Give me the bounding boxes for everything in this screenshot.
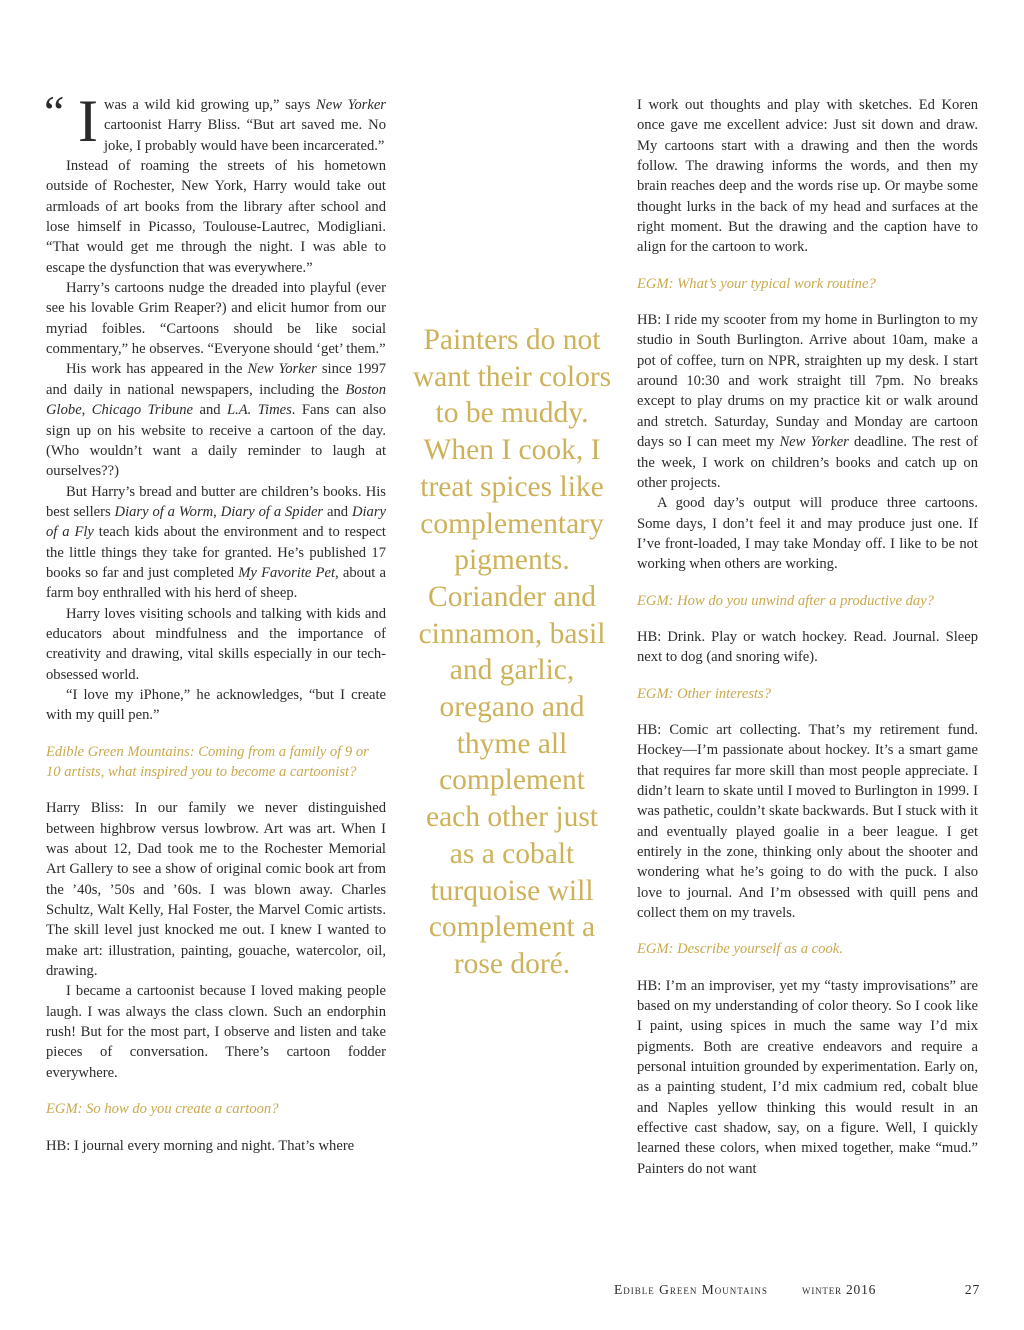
interview-question: EGM: So how do you create a cartoon? [46,1101,279,1118]
interview-question: EGM: How do you unwind after a productive day? [637,592,934,609]
page-number: 27 [964,1282,980,1297]
interview-answer: I work out thoughts and play with sketches. Ed Koren once gave me excellent advice: Just sit down and draw. My cartoons start with a drawing and then the words follow. The drawing informs the words, and then my brain reaches deep and the words rise up. Or maybe some thought lurks in the back of my head and surfaces at the right moment. But the drawing and the caption have to align for the cartoon to work. [637,97,978,256]
paragraph: But Harry’s bread and butter are children’s books. His best sellers Diary of a Worm, Diary of a Spider and Diary of a Fly teach kids about the environment and to respect the little things they take for granted. He’s published 17 books so far and just completed My Favorite Pet, about a farm boy enthralled with his herd of sheep. [46,483,386,602]
paragraph: His work has appeared in the New Yorker since 1997 and daily in national newspapers, including the Boston Globe, Chicago Tribune and L.A. Times. Fans can also sign up on his website to receive a cartoon of the day. (Who wouldn’t want a daily reminder to laugh at ourselves??) [46,361,387,480]
magazine-name: Edible Green Mountains [614,1282,769,1297]
interview-question: EGM: Other interests? [637,685,772,702]
interview-answer: HB: I ride my scooter from my home in Burlington to my studio in South Burlington. Arrive about 10am, make a pot of coffee, turn on NPR, straighten up my desk. I start around 10:30 and work straight till 7pm. No breaks except to play drums on my practice kit or walk around and stretch. Saturday, Sunday and Monday are cartoon days so I can meet my New Yorker deadline. The rest of the week, I work on children’s books and catch up on other projects. [637,312,978,491]
interview-answer: A good day’s output will produce three cartoons. Some days, I don’t feel it and may produce just one. If I’ve front-loaded, I may take Monday off. I like to be not working when others are working. [637,495,978,573]
interview-question: EGM: Describe yourself as a cook. [637,941,843,958]
interview-answer: HB: Comic art collecting. That’s my retirement fund. Hockey—I’m passionate about hockey. It’s a smart game that requires far more skill than most people appreciate. I didn’t learn to skate until I moved to Burlington in 1999. I was pathetic, couldn’t skate backwards. But I stuck with it and eventually played goalie in a beer league. I get entirely in the zone, thinking only about the shooter and wondering what he’s going to do with the puck. I also love to journal. And I’m obsessed with quill pens and collect them on my travels. [637,721,978,922]
interview-answer: I became a cartoonist because I loved making people laugh. I was always the class clown. Such an endorphin rush! But for the most part, I observe and listen and take pieces of conversation. There’s cartoon fodder everywhere. [46,983,386,1081]
interview-answer: HB: I’m an improviser, yet my “tasty improvisations” are based on my understanding of color theory. So I cook like I paint, using spices in much the same way I’d mix pigments. Both are creative endeavors and require a personal intuition grounded by experimentation. Early on, as a painting student, I’d mix cadmium red, cobalt blue and Naples yellow thinking this would result in an effective cast shadow, say, on a figure. Well, I quickly learned these colors, when mixed together, make “mud.” Painters do not want [637,977,978,1177]
interview-answer: HB: I journal every morning and night. That’s where [46,1137,355,1154]
drop-cap-letter: I [78,88,98,154]
intro-paragraph: was a wild kid growing up,” says New Yorker cartoonist Harry Bliss. “But art saved me. No joke, I probably would have been incarcerated.” [104,97,386,154]
interview-answer: HB: Drink. Play or watch hockey. Read. Journal. Sleep next to dog (and snoring wife). [637,628,978,666]
interview-question: EGM: What’s your typical work routine? [637,275,876,292]
page-footer [614,1282,980,1298]
paragraph: Instead of roaming the streets of his hometown outside of Rochester, New York, Harry would take out armloads of art books from the library after school and lose himself in Picasso, Toulouse-Lautrec, Modigliani. “That would get me through the night. I was able to escape the dysfunction that was everywhere.” [46,158,386,276]
paragraph: Harry’s cartoons nudge the dreaded into playful (ever see his lovable Grim Reaper?) and elicit humor from our myriad foibles. “Cartoons should be like social commentary,” he observes. “Everyone should ‘get’ them.” [46,280,386,358]
interview-question: Edible Green Mountains: Coming from a family of 9 or 10 artists, what inspired you to become a cartoonist? [46,743,369,780]
paragraph: “I love my iPhone,” he acknowledges, “but I create with my quill pen.” [46,686,386,724]
pull-quote: Painters do not want their colors to be muddy. When I cook, I treat spices like complementary pigments. Coriander and cinnamon, basil and garlic, oregano and thyme all complement each other just as a cobalt turquoise will complement a rose doré. [412,324,612,980]
drop-cap-quote: “ [44,86,65,137]
right-column [637,95,978,1179]
issue-season: winter 2016 [802,1282,877,1297]
left-column [44,86,387,1156]
paragraph: Harry loves visiting schools and talking with kids and educators about mindfulness and the importance of creativity and drawing, vital skills especially in our tech-obsessed world. [46,605,386,683]
interview-answer: Harry Bliss: In our family we never distinguished between highbrow versus lowbrow. Art was art. When I was about 12, Dad took me to the Rochester Memorial Art Gallery to see a show of original comic book art from the ’40s, ’50s and ’60s. I was blown away. Charles Schultz, Walt Kelly, Hal Foster, the Marvel Comic artists. The skill level just knocked me out. I knew I wanted to make art: illustration, painting, gouache, watercolor, oil, drawing. [46,800,386,980]
